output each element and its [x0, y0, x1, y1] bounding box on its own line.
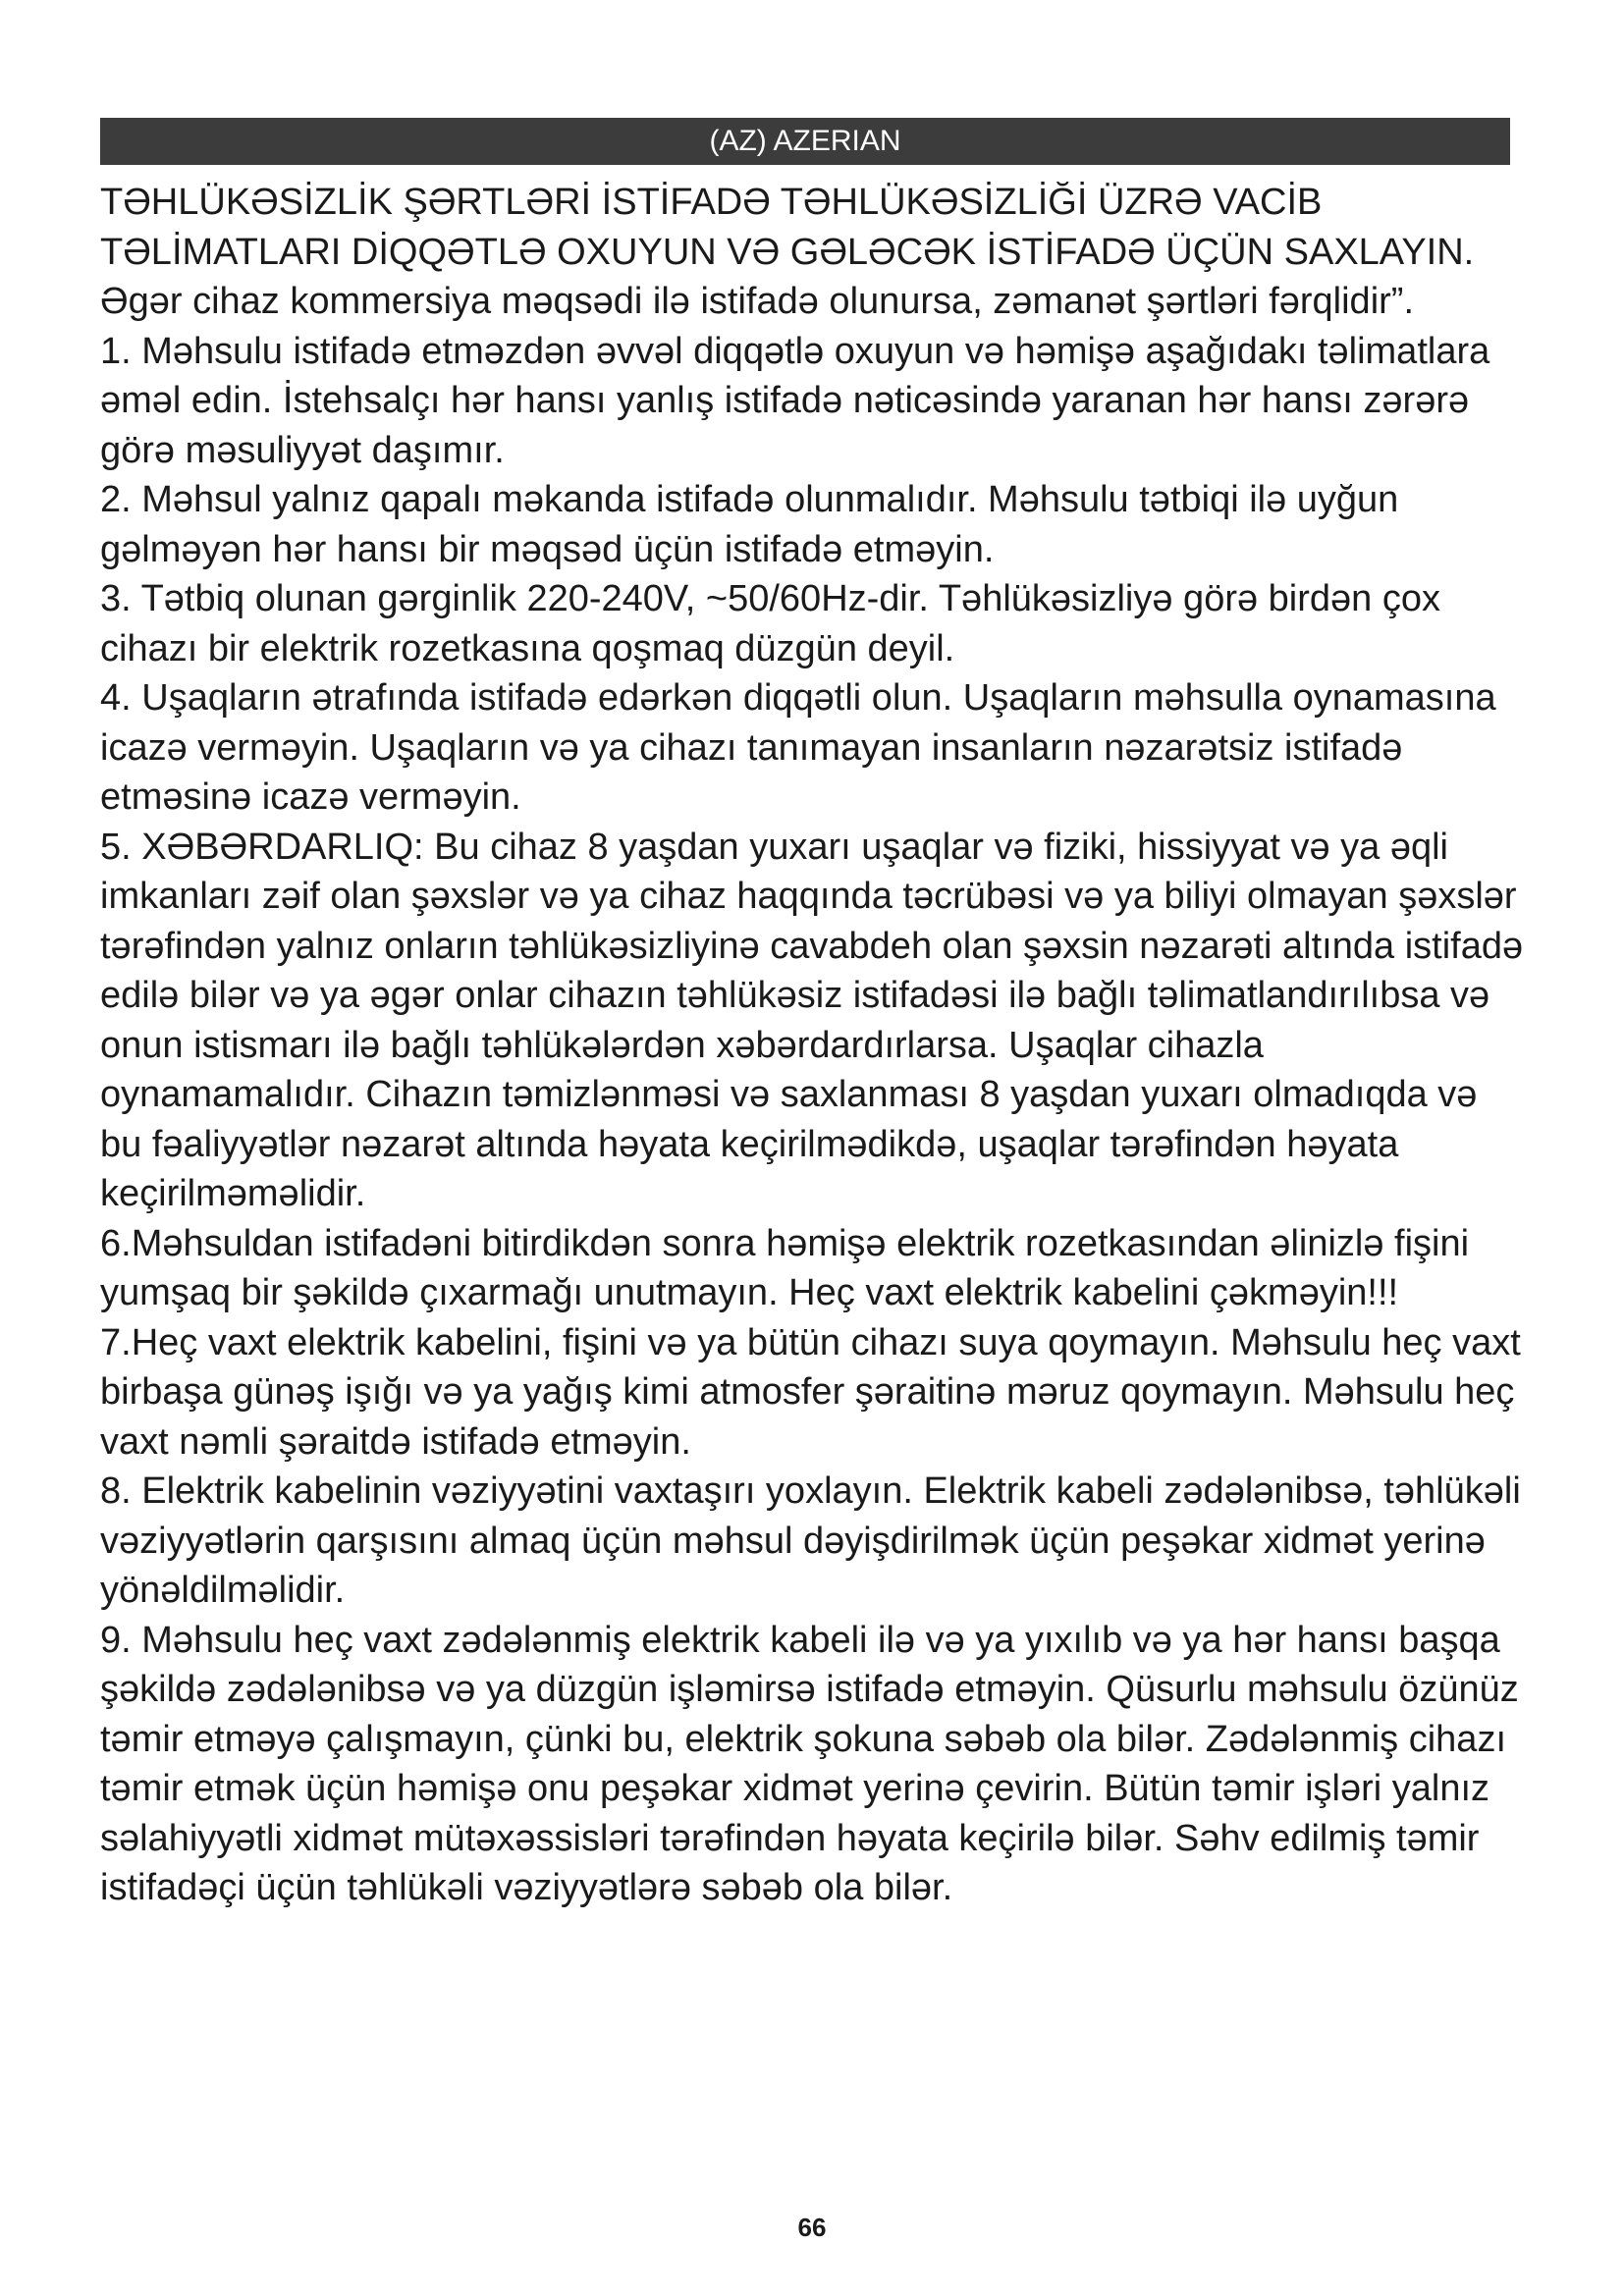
instruction-item-2: 2. Məhsul yalnız qapalı məkanda istifadə olunmalıdır. Məhsulu tətbiqi ilə uyğun gəlməyən hər hansı bir məqsəd üçün istifadə etməyin. — [100, 479, 1399, 570]
instruction-item-9: 9. Məhsulu heç vaxt zədələnmiş elektrik kabeli ilə və ya yıxılıb və ya hər hansı başqa şəkildə zədələnibsə və ya düzgün işləmirsə istifadə etməyin. Qüsurlu məhsulu özünüz təmir etməyə çalışmayın, çünki bu, elektrik şokuna səbəb ola bilər. Zədələnmiş cihazı təmir etmək üçün həmişə onu peşəkar xidmət yerinə çevirin. Bütün təmir işləri yalnız səlahiyyətli xidmət mütəxəssisləri tərəfindən həyata keçirilə bilər. Səhv edilmiş təmir istifadəçi üçün təhlükəli vəziyyətlərə səbəb ola bilər. — [100, 1619, 1519, 1908]
instruction-item-5: 5. XƏBƏRDARLIQ: Bu cihaz 8 yaşdan yuxarı uşaqlar və fiziki, hissiyyat və ya əqli imkanları zəif olan şəxslər və ya cihaz haqqında təcrübəsi və ya biliyi olmayan şəxslər tərəfindən yalnız onların təhlükəsizliyinə cavabdeh olan şəxsin nəzarəti altında istifadə edilə bilər və ya əgər onlar cihazın təhlükəsiz istifadəsi ilə bağlı təlimatlandırılıbsa və onun istismarı ilə bağlı təhlükələrdən xəbərdardırlarsa. Uşaqlar cihazla oynamamalıdır. Cihazın təmizlənməsi və saxlanması 8 yaşdan yuxarı olmadıqda və bu fəaliyyətlər nəzarət altında həyata keçirilmədikdə, uşaqlar tərəfindən həyata keçirilməməlidir. — [100, 826, 1524, 1214]
safety-heading: TƏHLÜKƏSİZLİK ŞƏRTLƏRİ İSTİFADƏ TƏHLÜKƏSİZLİĞİ ÜZRƏ VACİB TƏLİMATLARI DİQQƏTLƏ OXUYUN VƏ GƏLƏCƏK İSTİFADƏ ÜÇÜN SAXLAYIN. — [100, 182, 1475, 273]
instruction-item-8: 8. Elektrik kabelinin vəziyyətini vaxtaşırı yoxlayın. Elektrik kabeli zədələnibsə, təhlükəli vəziyyətlərin qarşısını almaq üçün məhsul dəyişdirilmək üçün peşəkar xidmət yerinə yönəldilməlidir. — [100, 1470, 1521, 1611]
language-header-bar — [100, 118, 1510, 165]
instruction-item-3: 3. Tətbiq olunan gərginlik 220-240V, ~50/60Hz-dir. Təhlükəsizliyə görə birdən çox cihazı bir elektrik rozetkasına qoşmaq düzgün deyil. — [100, 578, 1440, 669]
instruction-item-6: 6.Məhsuldan istifadəni bitirdikdən sonra həmişə elektrik rozetkasından əlinizlə fişini yumşaq bir şəkildə çıxarmağı unutmayın. Heç vaxt elektrik kabelini çəkməyin!!! — [100, 1222, 1470, 1313]
instruction-item-7: 7.Heç vaxt elektrik kabelini, fişini və ya bütün cihazı suya qoymayın. Məhsulu heç vaxt birbaşa günəş işığı və ya yağış kimi atmosfer şəraitinə məruz qoymayın. Məhsulu heç vaxt nəmli şəraitdə istifadə etməyin. — [100, 1321, 1521, 1463]
instruction-item-1: 1. Məhsulu istifadə etməzdən əvvəl diqqətlə oxuyun və həmişə aşağıdakı təlimatlara əməl edin. İstehsalçı hər hansı yanlış istifadə nəticəsində yaranan hər hansı zərərə görə məsuliyyət daşımır. — [100, 330, 1490, 471]
instructions-content — [100, 178, 1524, 1913]
warranty-note: Əgər cihaz kommersiya məqsədi ilə istifadə olunursa, zəmanət şərtləri fərqlidir”. — [100, 281, 1414, 322]
instruction-item-4: 4. Uşaqların ətrafında istifadə edərkən diqqətli olun. Uşaqların məhsulla oynamasına icazə verməyin. Uşaqların və ya cihazı tanımayan insanların nəzarətsiz istifadə etməsinə icazə verməyin. — [100, 677, 1496, 818]
page-number: 66 — [797, 2213, 827, 2242]
language-label: (AZ) AZERIAN — [709, 125, 901, 157]
